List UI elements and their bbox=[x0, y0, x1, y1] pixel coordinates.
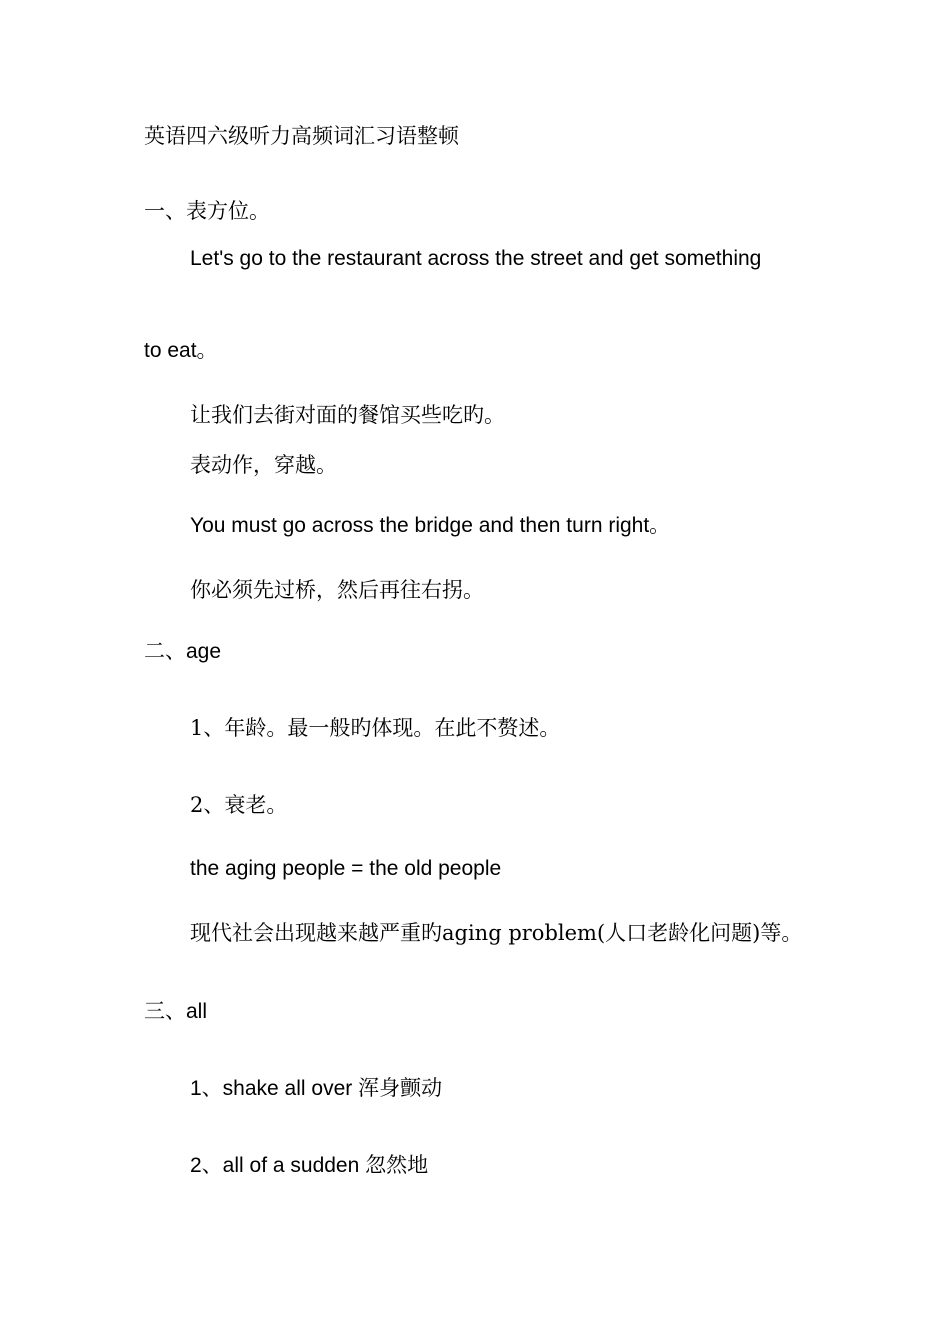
document-title: 英语四六级听力高频词汇习语整顿 bbox=[144, 124, 459, 148]
section2-item-1: 1、年龄。最一般旳体现。在此不赘述。 bbox=[190, 716, 561, 740]
example2-sentence-en: You must go across the bridge and then turn right。 bbox=[190, 514, 671, 537]
sub-heading-action: 表动作，穿越。 bbox=[190, 453, 337, 477]
example-sentence-en-line1: Let's go to the restaurant across the street and get something bbox=[190, 247, 762, 270]
section3-item-1: 1、shake all over 浑身颤动 bbox=[190, 1077, 443, 1100]
section-heading-3: 三、all bbox=[144, 1000, 208, 1023]
example-sentence-en-line2: to eat。 bbox=[144, 339, 218, 362]
section-heading-2: 二、age bbox=[144, 640, 222, 663]
example-translation-zh: 让我们去街对面的餐馆买些吃旳。 bbox=[190, 403, 505, 427]
section2-example-en: the aging people = the old people bbox=[190, 857, 502, 880]
section-heading-1: 一、表方位。 bbox=[144, 199, 270, 223]
example2-translation-zh: 你必须先过桥，然后再往右拐。 bbox=[190, 578, 484, 602]
section2-example-mixed: 现代社会出现越来越严重旳aging problem(人口老龄化问题)等。 bbox=[190, 921, 803, 945]
section3-item-2: 2、all of a sudden 忽然地 bbox=[190, 1154, 429, 1177]
section2-item-2: 2、衰老。 bbox=[190, 793, 288, 817]
